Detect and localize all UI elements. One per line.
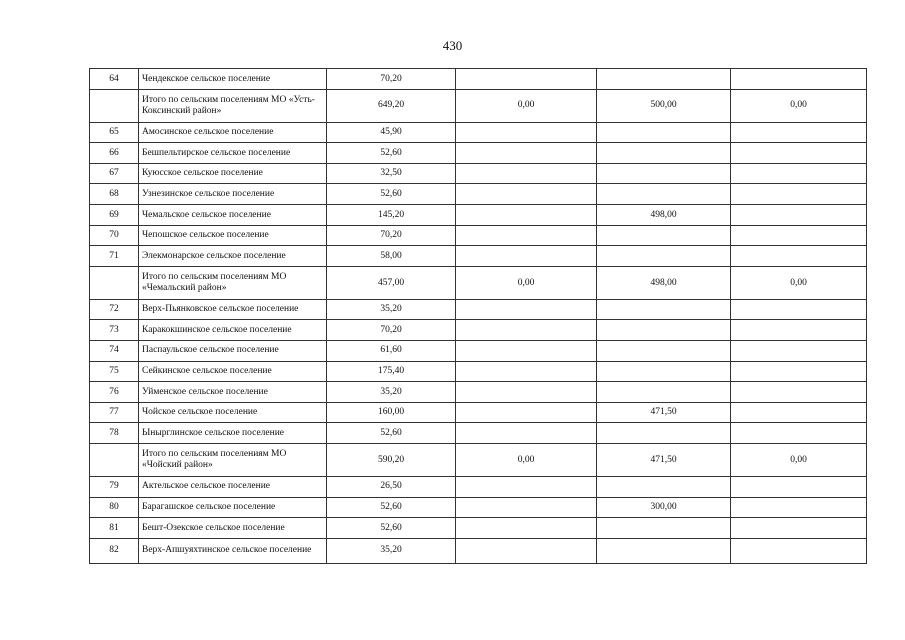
- value-col4-cell: [731, 497, 867, 518]
- value-col3-cell: [597, 382, 731, 403]
- value-col3-cell: 471,50: [597, 402, 731, 423]
- value-col4-cell: [731, 163, 867, 184]
- value-col3-cell: [597, 69, 731, 90]
- value-col2-cell: [456, 382, 597, 403]
- value-col2-cell: [456, 402, 597, 423]
- value-col3-cell: [597, 246, 731, 267]
- row-number-cell: 82: [90, 538, 139, 563]
- settlement-name-cell: Итого по сельским поселениям МО «Чемальский район»: [139, 266, 327, 299]
- value-col1-cell: 35,20: [327, 538, 456, 563]
- value-col1-cell: 35,20: [327, 299, 456, 320]
- value-col3-cell: [597, 320, 731, 341]
- row-number-cell: 80: [90, 497, 139, 518]
- table-row: [90, 225, 867, 246]
- value-col3-cell: [597, 476, 731, 497]
- value-col1-cell: 457,00: [327, 266, 456, 299]
- settlements-table: [89, 68, 867, 564]
- row-number-cell: [90, 89, 139, 122]
- table-row: [90, 382, 867, 403]
- value-col3-cell: [597, 423, 731, 444]
- row-number-cell: 76: [90, 382, 139, 403]
- value-col4-cell: [731, 69, 867, 90]
- value-col1-cell: 175,40: [327, 361, 456, 382]
- value-col2-cell: [456, 163, 597, 184]
- value-col1-cell: 58,00: [327, 246, 456, 267]
- table-row: [90, 163, 867, 184]
- settlement-name-cell: Барагашское сельское поселение: [139, 497, 327, 518]
- value-col3-cell: [597, 225, 731, 246]
- row-number-cell: 81: [90, 518, 139, 539]
- value-col4-cell: 0,00: [731, 266, 867, 299]
- row-number-cell: 66: [90, 143, 139, 164]
- value-col2-cell: [456, 69, 597, 90]
- value-col3-cell: [597, 184, 731, 205]
- row-number-cell: 74: [90, 340, 139, 361]
- table-row: [90, 518, 867, 539]
- settlement-name-cell: Актельское сельское поселение: [139, 476, 327, 497]
- value-col1-cell: 61,60: [327, 340, 456, 361]
- settlement-name-cell: Амосинское сельское поселение: [139, 122, 327, 143]
- value-col3-cell: 300,00: [597, 497, 731, 518]
- value-col3-cell: 471,50: [597, 443, 731, 476]
- table-row: [90, 69, 867, 90]
- value-col4-cell: [731, 143, 867, 164]
- value-col4-cell: 0,00: [731, 89, 867, 122]
- settlement-name-cell: Верх-Пьянковское сельское поселение: [139, 299, 327, 320]
- value-col1-cell: 52,60: [327, 518, 456, 539]
- value-col4-cell: [731, 320, 867, 341]
- value-col2-cell: [456, 246, 597, 267]
- row-number-cell: 73: [90, 320, 139, 341]
- value-col1-cell: 45,90: [327, 122, 456, 143]
- value-col2-cell: [456, 225, 597, 246]
- value-col3-cell: 498,00: [597, 204, 731, 225]
- value-col3-cell: [597, 518, 731, 539]
- row-number-cell: 64: [90, 69, 139, 90]
- settlement-name-cell: Узнезинское сельское поселение: [139, 184, 327, 205]
- table-row: [90, 299, 867, 320]
- value-col2-cell: [456, 423, 597, 444]
- value-col2-cell: [456, 476, 597, 497]
- value-col4-cell: [731, 402, 867, 423]
- table-row-total: [90, 89, 867, 122]
- row-number-cell: 71: [90, 246, 139, 267]
- value-col2-cell: [456, 184, 597, 205]
- table-body: [90, 69, 867, 564]
- table-row: [90, 320, 867, 341]
- value-col2-cell: [456, 518, 597, 539]
- value-col4-cell: [731, 518, 867, 539]
- row-number-cell: 67: [90, 163, 139, 184]
- value-col3-cell: [597, 538, 731, 563]
- value-col4-cell: [731, 225, 867, 246]
- value-col3-cell: [597, 299, 731, 320]
- value-col1-cell: 52,60: [327, 184, 456, 205]
- value-col2-cell: [456, 340, 597, 361]
- value-col1-cell: 145,20: [327, 204, 456, 225]
- value-col4-cell: [731, 361, 867, 382]
- value-col1-cell: 590,20: [327, 443, 456, 476]
- settlement-name-cell: Ынырглинское сельское поселение: [139, 423, 327, 444]
- value-col2-cell: 0,00: [456, 443, 597, 476]
- row-number-cell: 78: [90, 423, 139, 444]
- table-row: [90, 246, 867, 267]
- table-row: [90, 340, 867, 361]
- settlement-name-cell: Паспаульское сельское поселение: [139, 340, 327, 361]
- row-number-cell: 68: [90, 184, 139, 205]
- value-col4-cell: 0,00: [731, 443, 867, 476]
- settlement-name-cell: Бешпельтирское сельское поселение: [139, 143, 327, 164]
- value-col2-cell: 0,00: [456, 266, 597, 299]
- table-row: [90, 143, 867, 164]
- value-col4-cell: [731, 423, 867, 444]
- value-col3-cell: [597, 340, 731, 361]
- table-row: [90, 402, 867, 423]
- value-col1-cell: 32,50: [327, 163, 456, 184]
- table-row: [90, 497, 867, 518]
- settlement-name-cell: Итого по сельским поселениям МО «Чойский район»: [139, 443, 327, 476]
- settlement-name-cell: Элекмонарское сельское поселение: [139, 246, 327, 267]
- value-col3-cell: [597, 361, 731, 382]
- value-col1-cell: 52,60: [327, 497, 456, 518]
- settlement-name-cell: Сейкинское сельское поселение: [139, 361, 327, 382]
- value-col4-cell: [731, 382, 867, 403]
- value-col3-cell: [597, 163, 731, 184]
- value-col2-cell: [456, 143, 597, 164]
- table-row: [90, 476, 867, 497]
- value-col2-cell: [456, 204, 597, 225]
- value-col1-cell: 52,60: [327, 143, 456, 164]
- value-col3-cell: [597, 122, 731, 143]
- settlement-name-cell: Чойское сельское поселение: [139, 402, 327, 423]
- value-col2-cell: [456, 361, 597, 382]
- value-col4-cell: [731, 538, 867, 563]
- value-col4-cell: [731, 184, 867, 205]
- value-col2-cell: [456, 538, 597, 563]
- settlement-name-cell: Верх-Апшуяхтинское сельское поселение: [139, 538, 327, 563]
- settlement-name-cell: Чемальское сельское поселение: [139, 204, 327, 225]
- settlement-name-cell: Уйменское сельское поселение: [139, 382, 327, 403]
- value-col1-cell: 70,20: [327, 320, 456, 341]
- row-number-cell: [90, 443, 139, 476]
- value-col1-cell: 35,20: [327, 382, 456, 403]
- value-col2-cell: [456, 320, 597, 341]
- table-row: [90, 184, 867, 205]
- settlement-name-cell: Куюсское сельское поселение: [139, 163, 327, 184]
- value-col2-cell: [456, 299, 597, 320]
- value-col3-cell: [597, 143, 731, 164]
- table-row: [90, 122, 867, 143]
- value-col2-cell: [456, 497, 597, 518]
- row-number-cell: 65: [90, 122, 139, 143]
- row-number-cell: 69: [90, 204, 139, 225]
- value-col1-cell: 649,20: [327, 89, 456, 122]
- row-number-cell: 77: [90, 402, 139, 423]
- page-number: 430: [442, 38, 463, 53]
- settlement-name-cell: Каракокшинское сельское поселение: [139, 320, 327, 341]
- value-col1-cell: 160,00: [327, 402, 456, 423]
- row-number-cell: 79: [90, 476, 139, 497]
- settlement-name-cell: Итого по сельским поселениям МО «Усть-Коксинский район»: [139, 89, 327, 122]
- table-row: [90, 538, 867, 563]
- value-col4-cell: [731, 476, 867, 497]
- value-col4-cell: [731, 204, 867, 225]
- row-number-cell: [90, 266, 139, 299]
- value-col2-cell: 0,00: [456, 89, 597, 122]
- table-row-total: [90, 443, 867, 476]
- value-col4-cell: [731, 340, 867, 361]
- value-col1-cell: 26,50: [327, 476, 456, 497]
- row-number-cell: 70: [90, 225, 139, 246]
- value-col1-cell: 70,20: [327, 69, 456, 90]
- value-col1-cell: 70,20: [327, 225, 456, 246]
- table-row: [90, 204, 867, 225]
- table-row: [90, 361, 867, 382]
- row-number-cell: 75: [90, 361, 139, 382]
- settlement-name-cell: Бешт-Озекское сельское поселение: [139, 518, 327, 539]
- value-col3-cell: 500,00: [597, 89, 731, 122]
- table-row: [90, 423, 867, 444]
- value-col1-cell: 52,60: [327, 423, 456, 444]
- settlement-name-cell: Чендекское сельское поселение: [139, 69, 327, 90]
- value-col3-cell: 498,00: [597, 266, 731, 299]
- value-col4-cell: [731, 299, 867, 320]
- value-col4-cell: [731, 246, 867, 267]
- table-row-total: [90, 266, 867, 299]
- row-number-cell: 72: [90, 299, 139, 320]
- value-col2-cell: [456, 122, 597, 143]
- value-col4-cell: [731, 122, 867, 143]
- settlement-name-cell: Чепошское сельское поселение: [139, 225, 327, 246]
